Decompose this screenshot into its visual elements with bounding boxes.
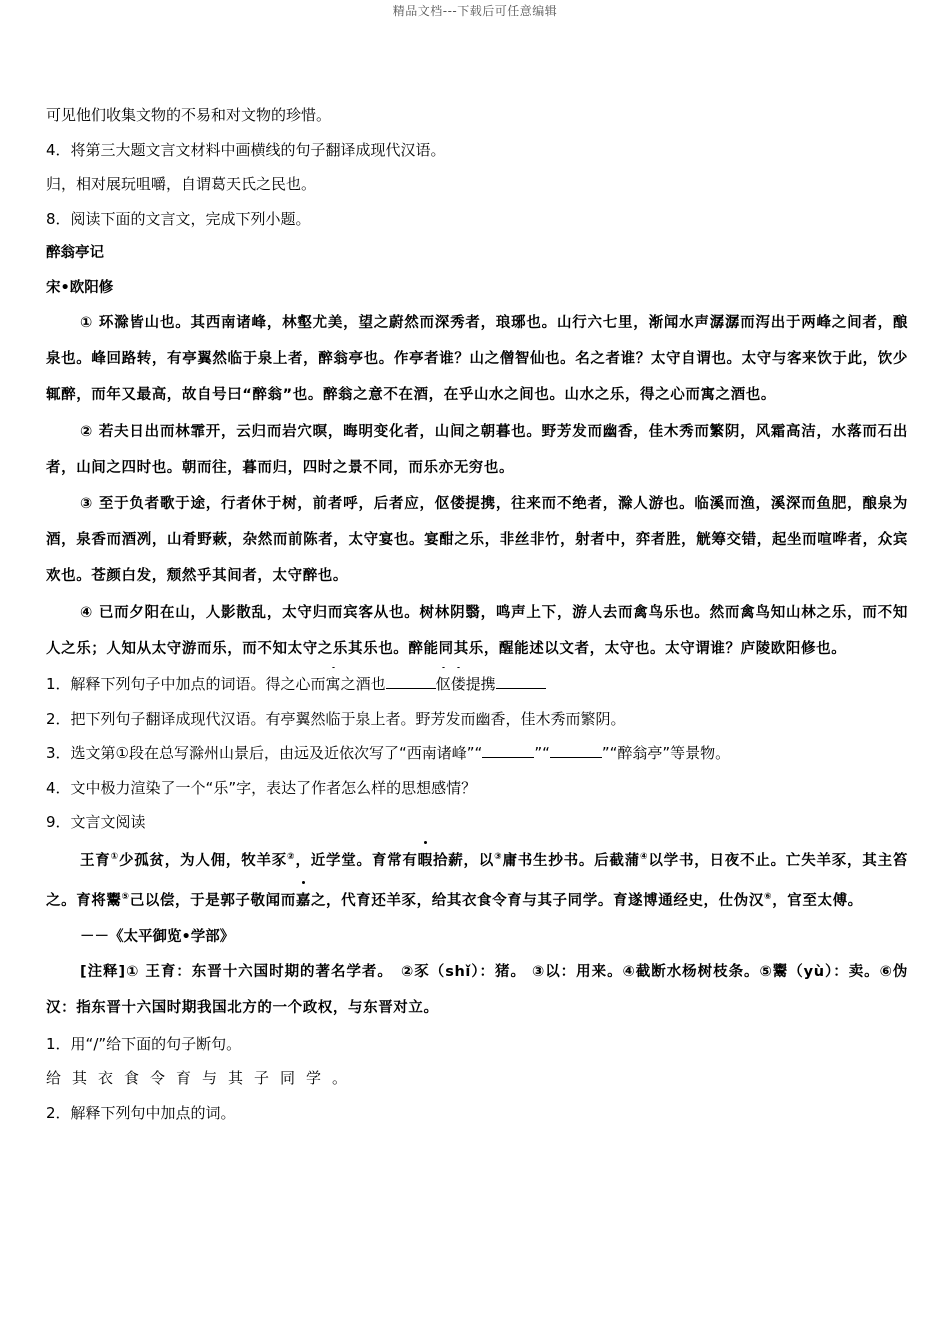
essay-paragraph-1: ① 环滁皆山也。其西南诸峰，林壑尤美，望之蔚然而深秀者，琅琊也。山行六七里，渐闻水声潺潺而泻出于两峰之间者，酿泉也。峰回路转，有亭翼然临于泉上者，醉翁亭也。作亭者谁？山之僧智仙也。名之者谁？太守自谓也。太守与客来饮于此，饮少辄醉，而年又最高，故自号曰“醉翁”也。醉翁之意不在酒，在乎山水之间也。山水之乐，得之心而寓之酒也。 bbox=[46, 315, 908, 404]
question-8-title: 8．阅读下面的文言文，完成下列小题。 bbox=[46, 209, 311, 228]
dotted-word: 寓 bbox=[326, 667, 341, 702]
question-8-1: 1．解释下列句子中加点的词语。得之心而寓之酒也 伛偻提携 bbox=[46, 667, 908, 702]
question-9-2: 2．解释下列句中加点的词。 bbox=[46, 1103, 236, 1122]
passage-source: －－《太平御览•学部》 bbox=[80, 928, 235, 945]
dotted-word: 嘉 bbox=[296, 883, 311, 919]
dotted-word: 暇 bbox=[418, 843, 433, 879]
answer-blank[interactable] bbox=[496, 673, 546, 689]
essay-author: 宋•欧阳修 bbox=[46, 279, 114, 296]
question-9-1: 1．用“/”给下面的句子断句。 bbox=[46, 1034, 242, 1053]
document-body bbox=[46, 98, 908, 1130]
essay-paragraph-2: ② 若夫日出而林霏开，云归而岩穴暝，晦明变化者，山间之朝暮也。野芳发而幽香，佳木秀而繁阴，风霜高洁，水落而石出者，山间之四时也。朝而往，暮而归，四时之景不同，而乐亦无穷也。 bbox=[46, 423, 908, 476]
question-9-1-sentence: 给其衣食令育与其子同学。 bbox=[46, 1069, 359, 1087]
question-8-2: 2．把下列句子翻译成现代汉语。有亭翼然临于泉上者。野芳发而幽香，佳木秀而繁阴。 bbox=[46, 709, 626, 728]
annotations: [注释]① 王育：东晋十六国时期的著名学者。 ②豕（shǐ）：猪。 ③以：用来。④截断水杨树枝条。⑤鬻（yù）：卖。⑥伪汉：指东晋十六国时期我国北方的一个政权，与东晋对立。 bbox=[46, 964, 908, 1017]
dotted-word: 偻 bbox=[451, 667, 466, 702]
page-header: 精品文档---下载后可任意编辑 bbox=[392, 4, 558, 18]
text-line: 可见他们收集文物的不易和对文物的珍惜。 bbox=[46, 106, 332, 124]
answer-blank[interactable] bbox=[482, 742, 534, 758]
dotted-word: 伛 bbox=[436, 667, 451, 702]
essay-title: 醉翁亭记 bbox=[46, 245, 104, 261]
passage-wang-yu: 王育①少孤贫，为人佣，牧羊豕②，近学堂。育常有暇拾薪，以③庸书生抄书。后截蒲④以学书，日夜不止。亡失羊豕，其主笞之。育将鬻⑤己以偿，于是郭子敬闻而嘉之，代育还羊豕，给其衣食令育与其子同学。育遂博通经史，仕伪汉⑥，官至太傅。 bbox=[46, 840, 908, 920]
question-8-3: 3．选文第①段在总写滁州山景后，由远及近依次写了“西南诸峰”“ ”“ ”“醉翁亭”等景物。 bbox=[46, 744, 731, 763]
answer-blank[interactable] bbox=[386, 673, 436, 689]
answer-blank[interactable] bbox=[550, 742, 602, 758]
essay-paragraph-3: ③ 至于负者歌于途，行者休于树，前者呼，后者应，伛偻提携，往来而不绝者，滁人游也。临溪而渔，溪深而鱼肥，酿泉为酒，泉香而酒冽，山肴野蔌，杂然而前陈者，太守宴也。宴酣之乐，非丝非竹，射者中，弈者胜，觥筹交错，起坐而喧哗者，众宾欢也。苍颜白发，颓然乎其间者，太守醉也。 bbox=[46, 496, 908, 585]
text-line: 归，相对展玩咀嚼，自谓葛天氏之民也。 bbox=[46, 175, 317, 193]
question-9-title: 9．文言文阅读 bbox=[46, 813, 146, 832]
essay-paragraph-4: ④ 已而夕阳在山，人影散乱，太守归而宾客从也。树林阴翳，鸣声上下，游人去而禽鸟乐也。然而禽鸟知山林之乐，而不知人之乐；人知从太守游而乐，而不知太守之乐其乐也。醉能同其乐，醒能述以文者，太守也。太守谓谁？庐陵欧阳修也。 bbox=[46, 604, 908, 657]
question-8-4: 4．文中极力渲染了一个“乐”字，表达了作者怎么样的思想感情？ bbox=[46, 778, 477, 797]
question-4: 4．将第三大题文言文材料中画横线的句子翻译成现代汉语。 bbox=[46, 140, 446, 159]
